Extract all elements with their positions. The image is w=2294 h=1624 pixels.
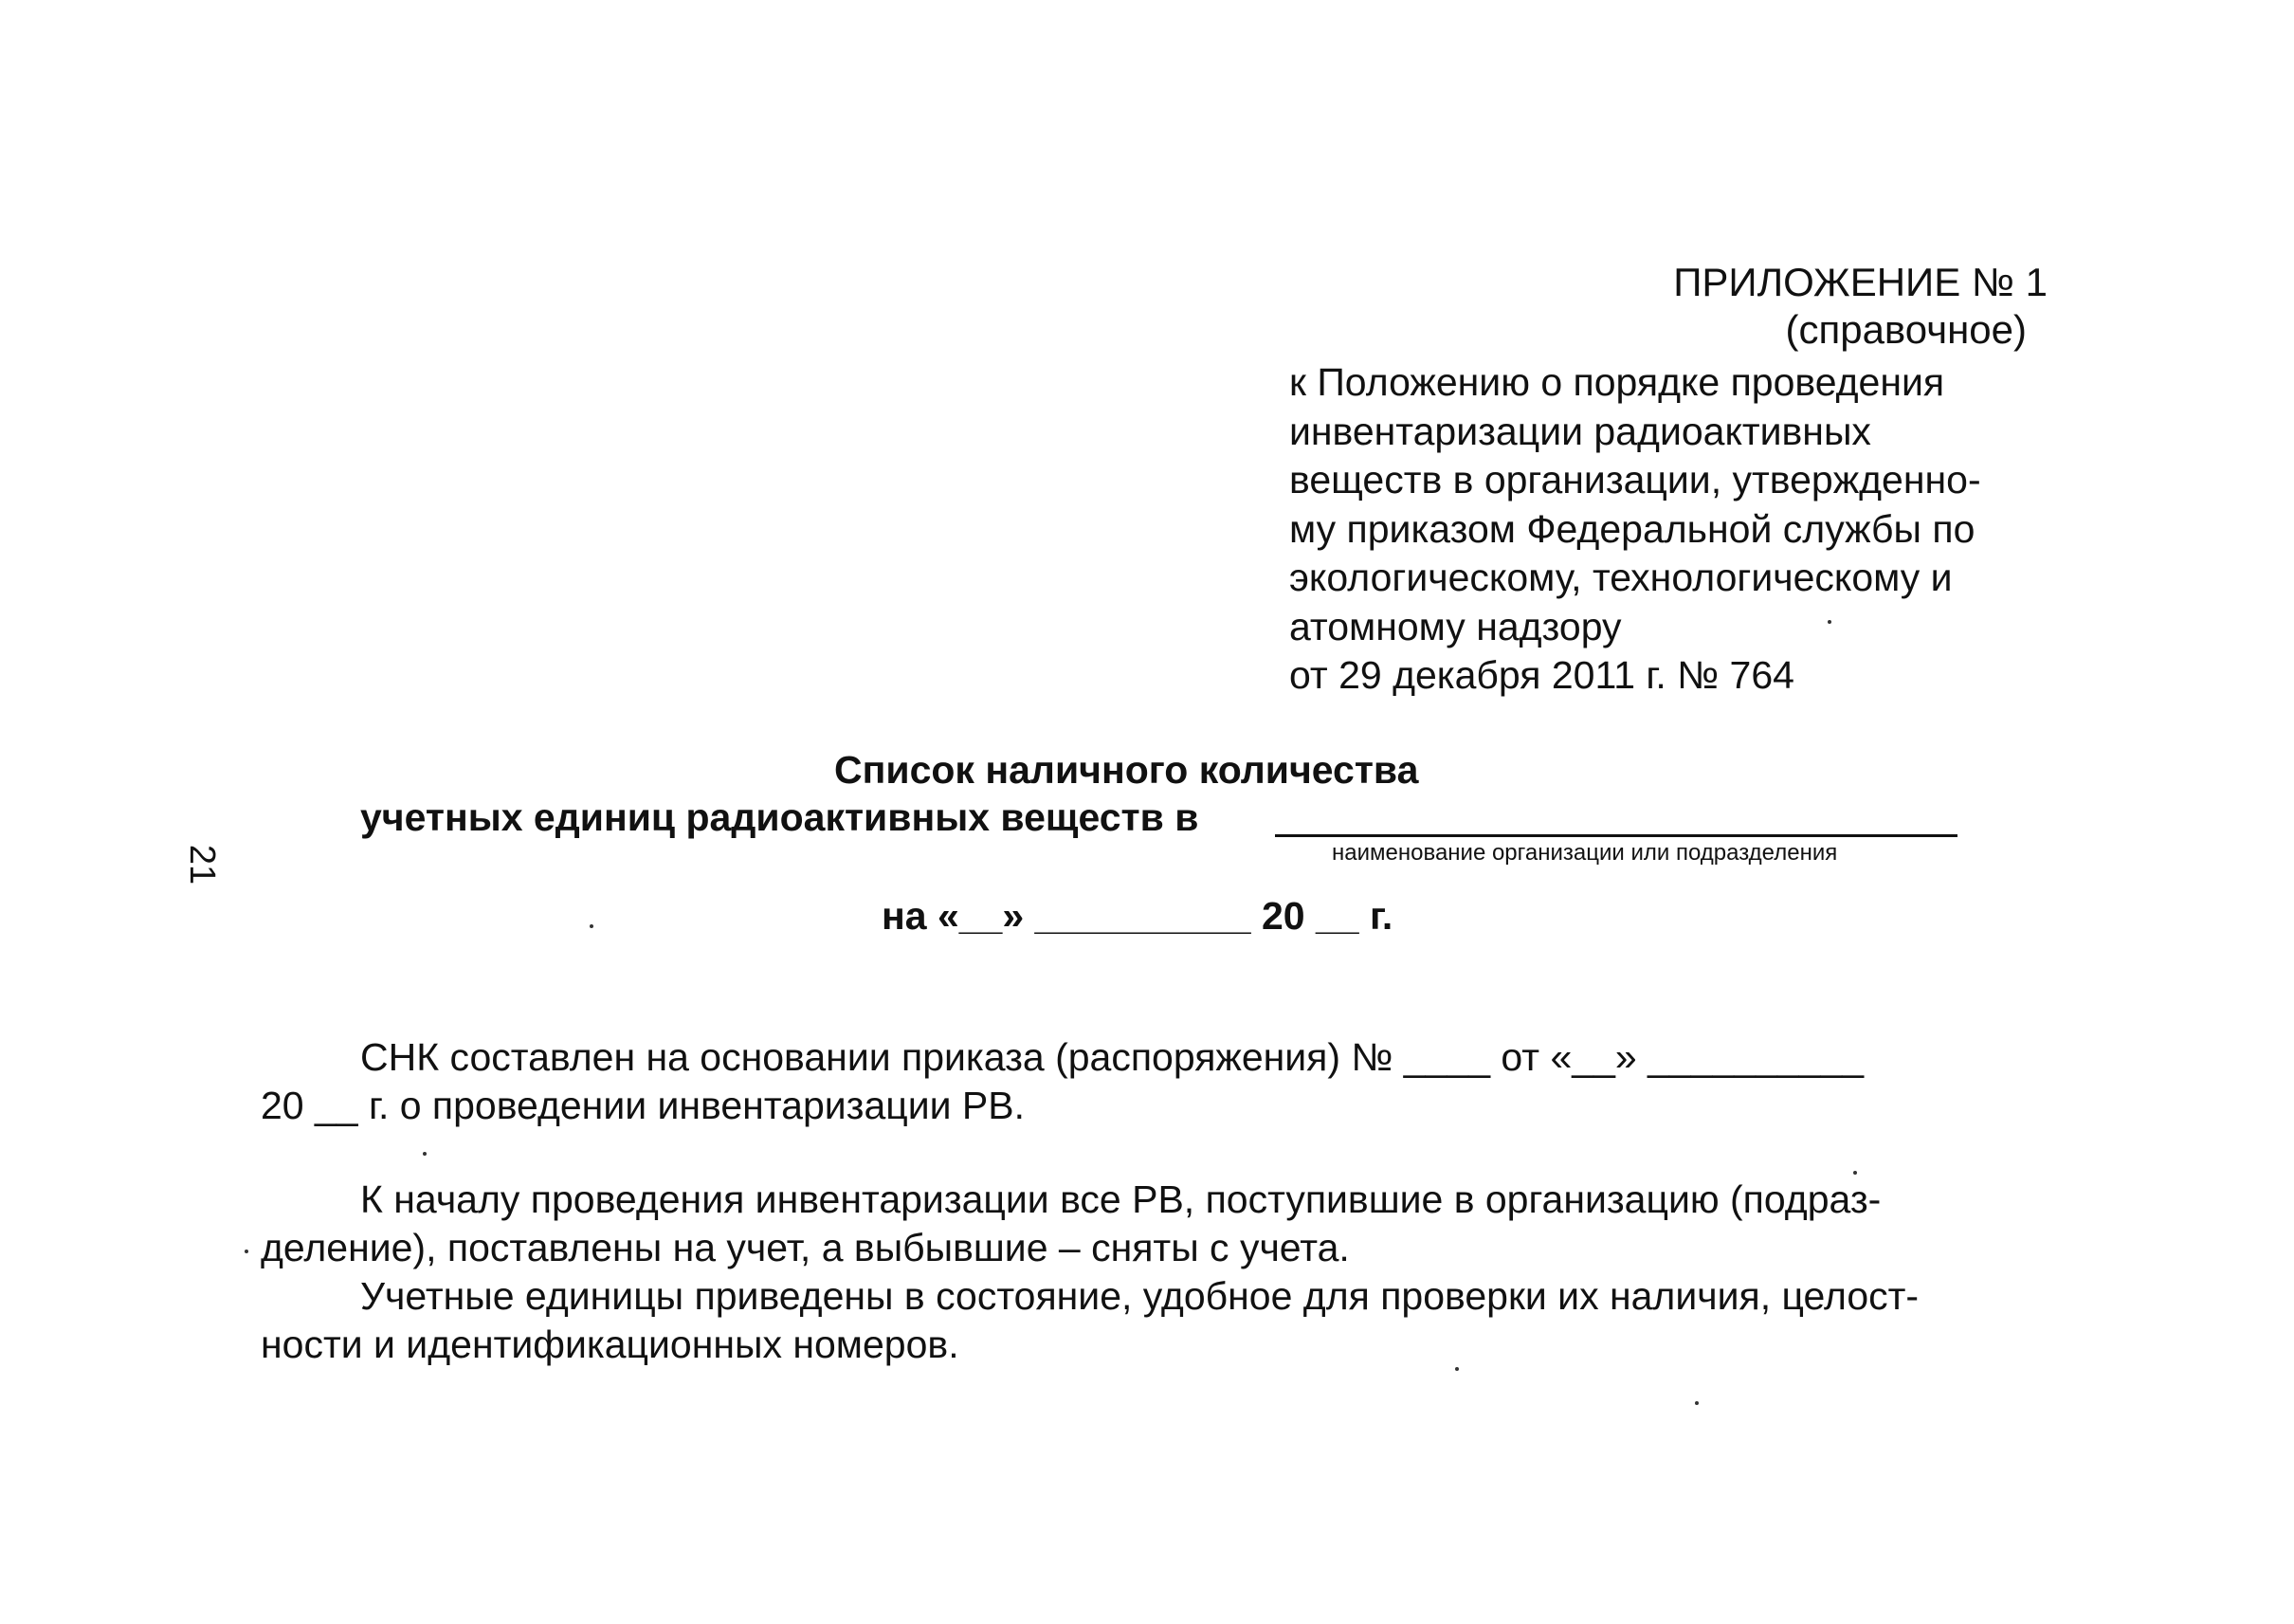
- appendix-reference: [1289, 358, 2048, 701]
- page-number: 21: [182, 844, 223, 885]
- paragraph-order-basis: [261, 1033, 2062, 1130]
- paragraph-line-text: СНК составлен на основании приказа (распоряжения) № ____ от «__» __________: [360, 1035, 1865, 1079]
- appendix-title: ПРИЛОЖЕНИЕ № 1: [1673, 260, 2048, 304]
- scan-speck: [1853, 1171, 1857, 1175]
- scan-speck: [423, 1152, 427, 1156]
- scan-speck: [590, 924, 593, 928]
- organization-name-blank: [1275, 834, 1957, 837]
- list-title-line-2: учетных единиц радиоактивных веществ в: [360, 795, 1199, 839]
- paragraph-line: [360, 1033, 2057, 1082]
- list-date-line: на «__» __________ 20 __ г.: [882, 894, 1393, 938]
- appendix-type: (справочное): [1785, 307, 2027, 352]
- scan-speck: [1455, 1367, 1459, 1371]
- appendix-reference-line: веществ в организации, утвержденно-: [1289, 458, 1981, 502]
- paragraph-line: ности и идентификационных номеров.: [261, 1323, 959, 1366]
- paragraph-line: К началу проведения инвентаризации все РВ, поступившие в организацию (подраз-: [360, 1177, 1882, 1221]
- appendix-reference-line: экологическому, технологическому и: [1289, 556, 1953, 599]
- paragraph-line: 20 __ г. о проведении инвентаризации РВ.: [261, 1084, 1026, 1127]
- paragraph-registration: [261, 1176, 2062, 1272]
- appendix-reference-line: от 29 декабря 2011 г. № 764: [1289, 653, 1794, 697]
- appendix-reference-line: инвентаризации радиоактивных: [1289, 409, 1871, 453]
- scan-speck: [245, 1250, 248, 1253]
- organization-name-caption: наименование организации или подразделения: [1332, 840, 1838, 866]
- appendix-reference-line: му приказом Федеральной службы по: [1289, 506, 1975, 551]
- appendix-reference-line: к Положению о порядке проведения: [1289, 360, 1945, 404]
- paragraph-line: Учетные единицы приведены в состояние, удобное для проверки их наличия, целост-: [360, 1274, 1920, 1318]
- paragraph-line: деление), поставлены на учет, а выбывшие – сняты с учета.: [261, 1226, 1350, 1269]
- paragraph-units-state: [261, 1272, 2062, 1369]
- list-title-line-1: Список наличного количества: [834, 748, 1419, 792]
- appendix-reference-line: атомному надзору: [1289, 604, 1622, 648]
- scan-speck: [1695, 1401, 1699, 1405]
- scan-speck: [1828, 620, 1831, 624]
